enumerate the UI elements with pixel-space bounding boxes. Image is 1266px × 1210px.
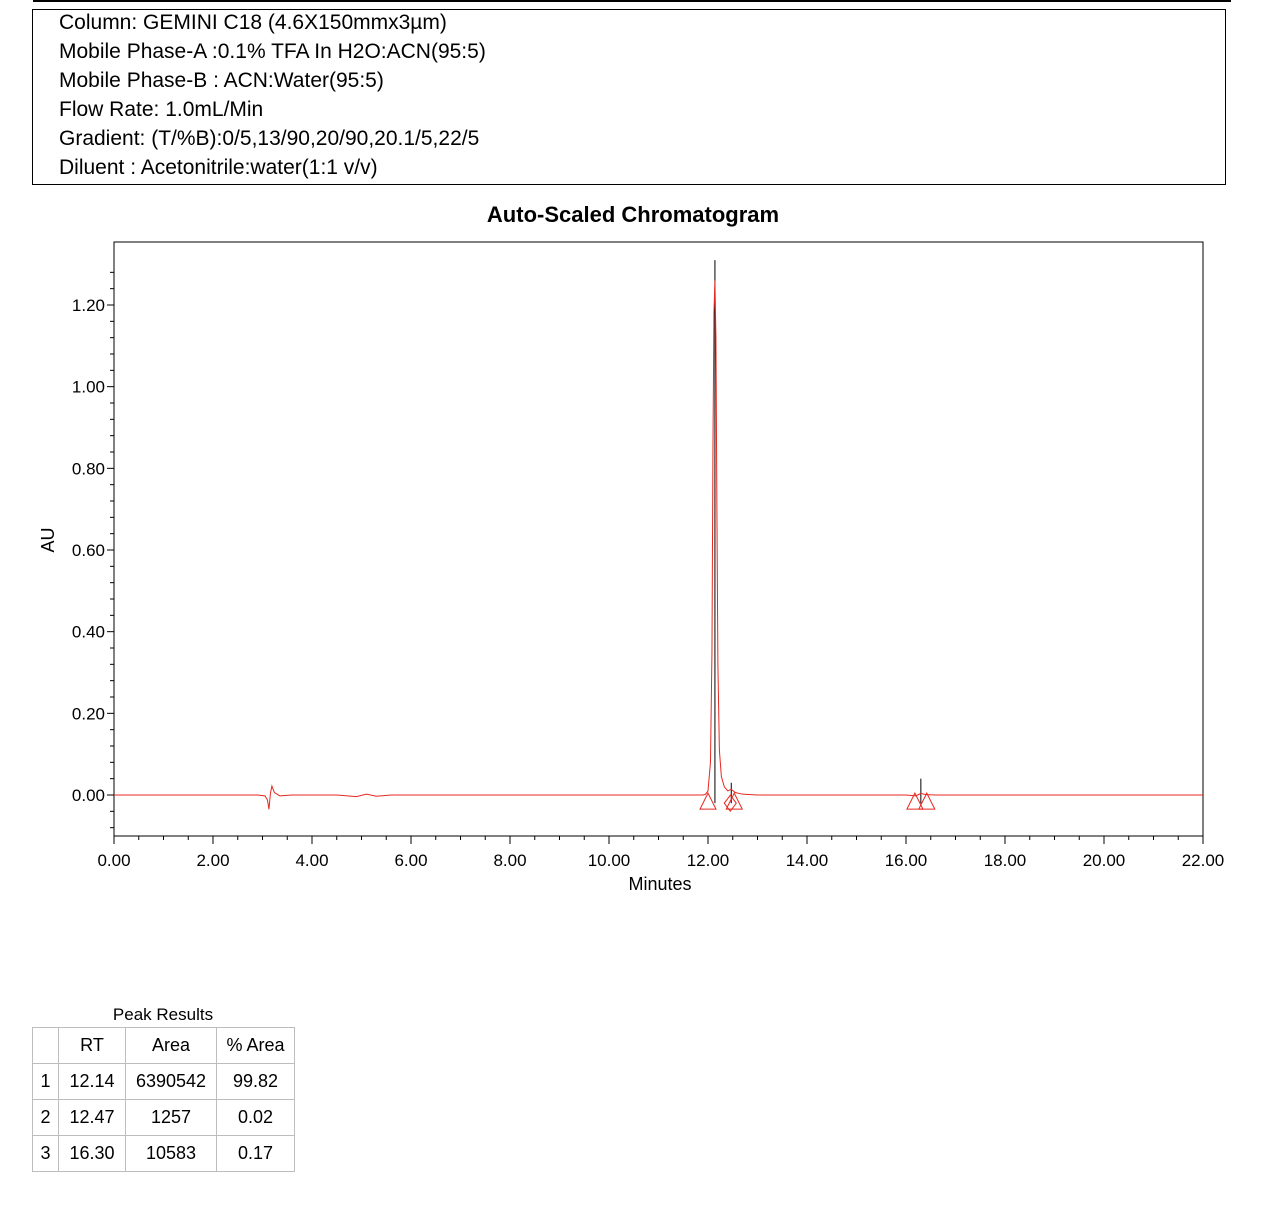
baseline-marks (700, 793, 935, 811)
chart-title: Auto-Scaled Chromatogram (486, 202, 780, 227)
y-tick-label: 0.80 (71, 459, 105, 479)
x-tick-label: 10.00 (587, 851, 631, 870)
peak-results-table (32, 1027, 295, 1172)
x-tick-label: 4.00 (295, 851, 329, 870)
x-tick-label: 2.00 (196, 851, 230, 870)
cell-index: 1 (33, 1064, 59, 1100)
x-tick-label: 22.00 (1181, 851, 1225, 870)
cell-rt: 16.30 (59, 1136, 126, 1172)
y-tick-label: 1.00 (71, 377, 105, 397)
table-row (33, 1064, 295, 1100)
cell-rt: 12.47 (59, 1100, 126, 1136)
x-axis (97, 836, 1224, 870)
table-row (33, 1136, 295, 1172)
y-tick-label: 0.60 (71, 541, 105, 560)
method-diluent: Diluent : Acetonitrile:water(1:1 v/v) (59, 156, 378, 179)
table-header-area: Area (126, 1028, 217, 1064)
x-axis-title: Minutes (628, 874, 692, 894)
y-axis-title: AU (38, 527, 58, 553)
x-tick-label: 16.00 (884, 851, 928, 870)
plot-frame (114, 242, 1203, 836)
x-tick-label: 14.00 (785, 851, 829, 870)
cell-area: 6390542 (126, 1064, 217, 1100)
method-column: Column: GEMINI C18 (4.6X150mmx3µm) (59, 11, 447, 34)
x-tick-label: 20.00 (1082, 851, 1126, 870)
chromatogram-trace (114, 281, 1203, 810)
x-tick-label: 8.00 (493, 851, 527, 870)
table-header-row (33, 1028, 295, 1064)
cell-index: 3 (33, 1136, 59, 1172)
x-tick-label: 12.00 (686, 851, 730, 870)
method-mobile-phase-a: Mobile Phase-A :0.1% TFA In H2O:ACN(95:5) (59, 40, 486, 63)
cell-area: 1257 (126, 1100, 217, 1136)
table-row (33, 1100, 295, 1136)
cell-percent-area: 0.17 (217, 1136, 295, 1172)
method-mobile-phase-b: Mobile Phase-B : ACN:Water(95:5) (59, 69, 384, 92)
cell-index: 2 (33, 1100, 59, 1136)
y-tick-label: 0.20 (71, 704, 105, 724)
y-axis (72, 272, 114, 827)
cell-area: 10583 (126, 1136, 217, 1172)
x-tick-label: 6.00 (394, 851, 428, 870)
y-tick-label: 0.40 (71, 622, 105, 642)
peak-markers (715, 260, 921, 803)
peak-results-caption: Peak Results (112, 1005, 214, 1024)
baseline-triangle-marker (700, 793, 716, 809)
method-flow-rate: Flow Rate: 1.0mL/Min (59, 98, 264, 121)
method-gradient: Gradient: (T/%B):0/5,13/90,20/90,20.1/5,22/5 (59, 127, 480, 150)
cell-rt: 12.14 (59, 1064, 126, 1100)
table-header-rt: RT (59, 1028, 126, 1064)
cell-percent-area: 0.02 (217, 1100, 295, 1136)
x-tick-label: 18.00 (983, 851, 1027, 870)
x-tick-label: 0.00 (97, 851, 131, 870)
table-header-percent-area: % Area (217, 1028, 295, 1064)
table-header-index (33, 1028, 59, 1064)
y-tick-label: 1.20 (71, 296, 105, 315)
y-tick-label: 0.00 (71, 786, 105, 805)
cell-percent-area: 99.82 (217, 1064, 295, 1100)
